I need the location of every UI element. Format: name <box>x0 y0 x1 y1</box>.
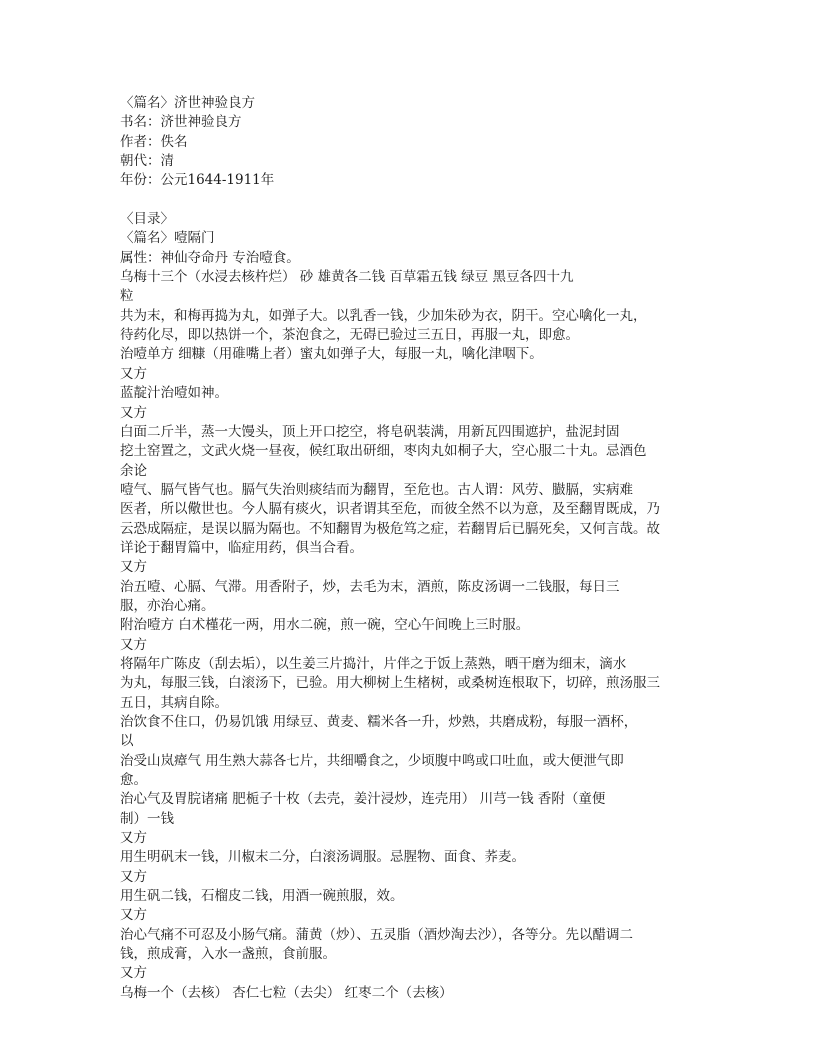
text-line: 又方 <box>120 907 147 924</box>
text-line: 共为末，和梅再捣为丸，如弹子大。以乳香一钱，少加朱砂为衣，阴干。空心噙化一丸， <box>120 307 647 324</box>
text-line: 噎气、膈气皆气也。膈气失治则痰结而为翻胃，至危也。古人谓：风劳、臌膈，实病难 <box>120 481 633 498</box>
text-line: 属性：神仙夺命丹 专治噎食。 <box>120 249 300 266</box>
years: 年份：公元1644-1911年 <box>120 172 275 189</box>
text-line: 乌梅十三个（水浸去核杵烂） 砂 雄黄各二钱 百草霜五钱 绿豆 黑豆各四十九 <box>120 269 574 286</box>
text-line: 蓝靛汁治噎如神。 <box>120 385 228 402</box>
text-line: 又方 <box>120 868 147 885</box>
text-line: 治受山岚瘴气 用生熟大蒜各七片，共细嚼食之，少顷腹中鸣或口吐血，或大便泄气即 <box>120 752 624 769</box>
text-line: 余论 <box>120 462 147 479</box>
text-line: 治心气痛不可忍及小肠气痛。蒲黄（炒）、五灵脂（酒炒淘去沙），各等分。先以醋调二 <box>120 926 633 943</box>
text-line: 五日，其病自除。 <box>120 694 228 711</box>
text-line: 治饮食不住口，仍易饥饿 用绿豆、黄麦、糯米各一升，炒熟，共磨成粉，每服一酒杯， <box>120 714 638 730</box>
text-line: 云恐成隔症，是误以膈为隔也。不知翻胃为极危笃之症，若翻胃后已膈死矣，又何言哉。故 <box>120 520 660 537</box>
text-line: 附治噎方 白术槿花一两，用水二碗，煎一碗，空心午间晚上三时服。 <box>120 617 530 634</box>
section-title: 〈篇名〉济世神验良方 <box>120 95 255 111</box>
text-line: 白面二斤半，蒸一大馒头，顶上开口挖空，将皂矾装满，用新瓦四围遮护，盐泥封固 <box>120 423 620 440</box>
chapter-body <box>120 249 700 1003</box>
text-line: 又方 <box>120 404 147 421</box>
text-line: 医者，所以儆世也。今人膈有痰火，识者谓其至危，而彼全然不以为意，及至翻胃既成，乃 <box>120 501 660 518</box>
book-name: 书名：济世神验良方 <box>120 114 242 131</box>
document-page <box>120 94 700 1003</box>
text-line: 制）一钱 <box>120 810 174 827</box>
text-line: 又方 <box>120 965 147 982</box>
text-line: 治五噎、心膈、气滞。用香附子，炒，去毛为末，酒煎，陈皮汤调一二钱服，每日三 <box>120 578 620 595</box>
text-line: 以 <box>120 733 134 750</box>
text-line: 又方 <box>120 830 147 847</box>
text-line: 详论于翻胃篇中，临症用药，俱当合看。 <box>120 539 363 556</box>
text-line: 待药化尽，即以热饼一个，茶泡食之，无碍已验过三五日，再服一丸，即愈。 <box>120 327 579 344</box>
author: 作者：佚名 <box>120 133 188 150</box>
blank-line <box>120 191 700 210</box>
text-line: 用生矾二钱，石榴皮二钱，用酒一碗煎服，效。 <box>120 888 404 905</box>
text-line: 服，亦治心痛。 <box>120 597 215 614</box>
toc-label: 〈目录〉 <box>120 211 174 228</box>
text-line: 愈。 <box>120 772 147 789</box>
text-line: 治心气及胃脘诸痛 肥栀子十枚（去壳，姜汁浸炒，连壳用） 川芎一钱 香附（童便 <box>120 791 606 808</box>
chapter-title: 〈篇名〉噎隔门 <box>120 230 215 247</box>
text-line: 乌梅一个（去核） 杏仁七粒（去尖） 红枣二个（去核） <box>120 984 453 1001</box>
text-line: 用生明矾末一钱，川椒末二分，白滚汤调服。忌腥物、面食、荞麦。 <box>120 849 525 866</box>
text-line: 钱，煎成膏，入水一盏煎，食前服。 <box>120 946 336 963</box>
text-line: 又方 <box>120 365 147 382</box>
text-line: 治噎单方 细糠（用碓嘴上者）蜜丸如弹子大，每服一丸，噙化津咽下。 <box>120 346 543 363</box>
text-line: 为丸，每服三钱，白滚汤下，已验。用大柳树上生楮树，或桑树连根取下，切碎，煎汤服三 <box>120 675 660 692</box>
text-line: 又方 <box>120 636 147 653</box>
text-line: 又方 <box>120 559 147 576</box>
text-line: 挖土窑置之，文武火烧一昼夜，候红取出研细，枣肉丸如桐子大，空心服二十丸。忌酒色 <box>120 443 647 460</box>
text-line: 粒 <box>120 288 134 305</box>
dynasty: 朝代：清 <box>120 153 174 170</box>
text-line: 将隔年广陈皮（刮去垢），以生姜三片捣汁，片伴之于饭上蒸熟，晒干磨为细末，滴水 <box>120 655 627 672</box>
